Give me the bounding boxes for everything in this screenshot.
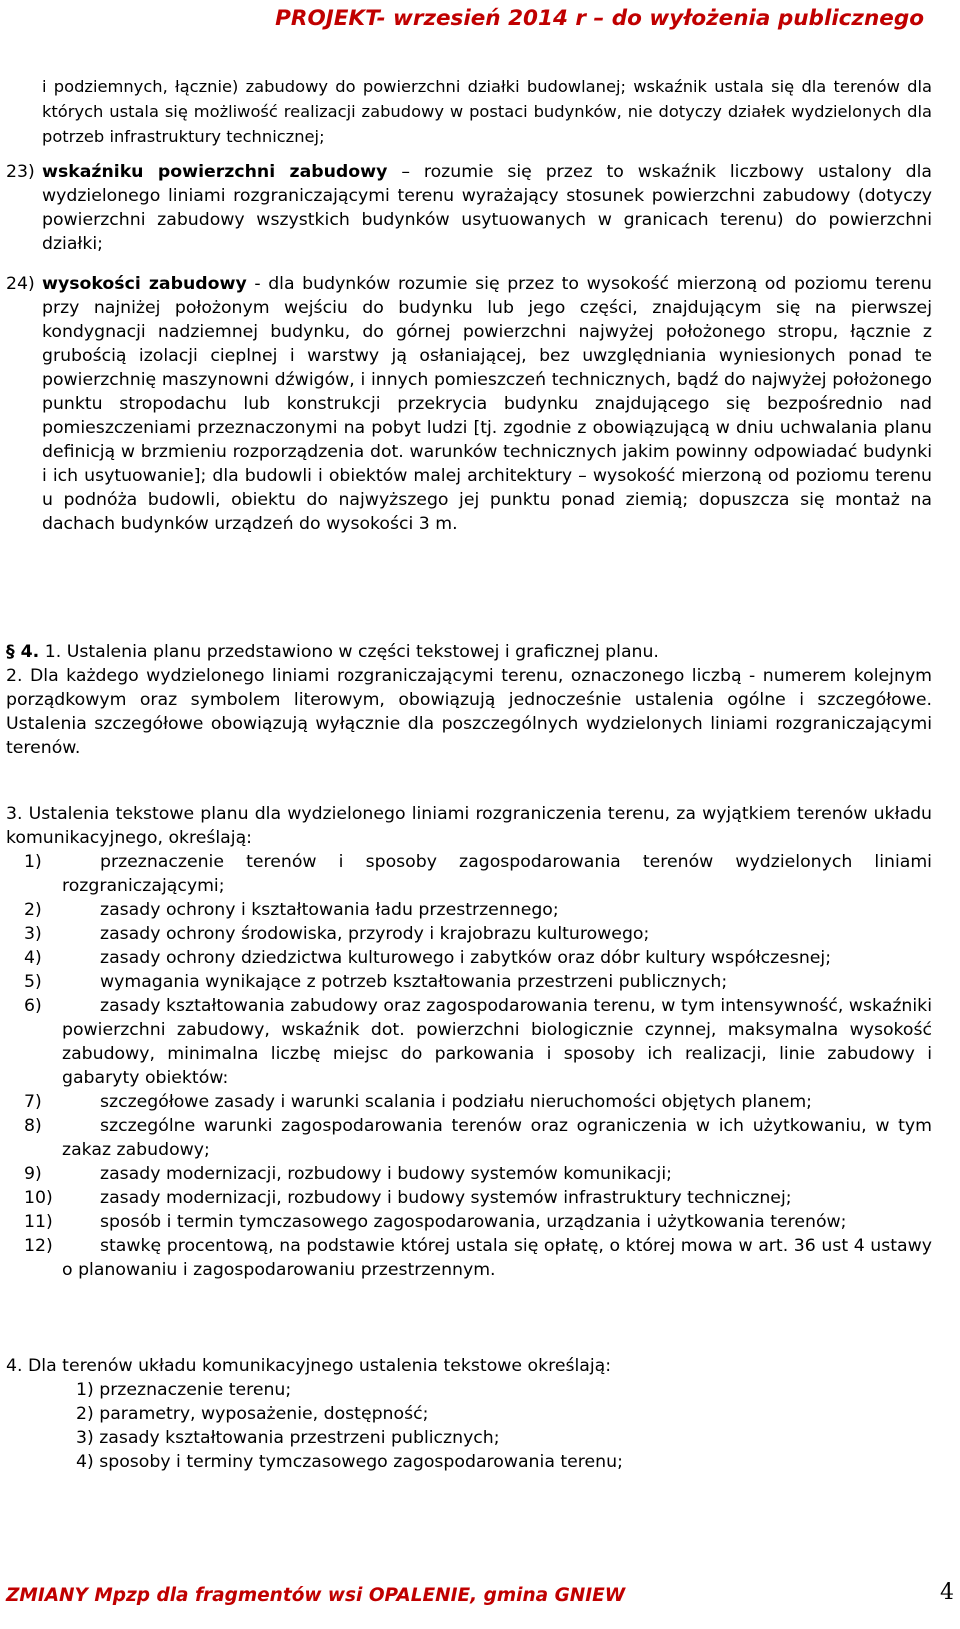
page-footer: ZMIANY Mpzp dla fragmentów wsi OPALENIE, gmina GNIEW bbox=[6, 1585, 626, 1606]
list-item bbox=[6, 1162, 932, 1186]
list-item-text: zasady ochrony dziedzictwa kulturowego i zabytków oraz dóbr kultury współczesnej; bbox=[100, 948, 832, 968]
list-item-text: szczególne warunki zagospodarowania terenów oraz ograniczenia w ich użytkowaniu, w tym zakaz zabudowy; bbox=[62, 1116, 932, 1160]
list-item bbox=[6, 1186, 932, 1210]
section-4-p4 bbox=[6, 1354, 932, 1474]
definition-23 bbox=[6, 160, 932, 256]
section-4-p1 bbox=[6, 640, 932, 664]
list-item-number: 1) bbox=[24, 852, 42, 872]
section-mark: § 4. bbox=[6, 642, 40, 662]
list-item-text: stawkę procentową, na podstawie której ustala się opłatę, o której mowa w art. 36 ust 4 ustawy o planowaniu i zagospodarowaniu przestrzennym. bbox=[62, 1236, 932, 1280]
section-4-p4-intro: 4. Dla terenów układu komunikacyjnego ustalenia tekstowe określają: bbox=[6, 1356, 612, 1376]
definition-continuation: i podziemnych, łącznie) zabudowy do powierzchni działki budowlanej; wskaźnik ustala się dla terenów dla których ustala się możliwość realizacji zabudowy w postaci budynków, nie dotyczy działek wydzielonych dla potrzeb infrastruktury technicznej; bbox=[42, 77, 932, 146]
list-item: 2) parametry, wyposażenie, dostępność; bbox=[76, 1404, 429, 1424]
definition-24 bbox=[6, 272, 933, 536]
list-item-number: 3) bbox=[24, 924, 42, 944]
list-item-number: 8) bbox=[24, 1116, 42, 1136]
list-item bbox=[6, 1234, 932, 1282]
list-item: 3) zasady kształtowania przestrzeni publicznych; bbox=[76, 1428, 500, 1448]
list-item bbox=[6, 850, 932, 898]
list-item-number: 4) bbox=[24, 948, 42, 968]
list-item-text: zasady modernizacji, rozbudowy i budowy systemów infrastruktury technicznej; bbox=[100, 1188, 792, 1208]
page-number: 4 bbox=[940, 1580, 954, 1605]
list-item bbox=[6, 1210, 932, 1234]
list-item: 1) przeznaczenie terenu; bbox=[76, 1380, 292, 1400]
list-item-number: 9) bbox=[24, 1164, 42, 1184]
list-item bbox=[6, 946, 932, 970]
definition-24-number: 24) bbox=[6, 274, 35, 294]
section-4-p2: 2. Dla każdego wydzielonego liniami rozgraniczającymi terenu, oznaczonego liczbą - numerem kolejnym porządkowym oraz symbolem literowym, obowiązują jednocześnie ustalenia ogólne i szczegółowe. Ustalenia szczegółowe obowiązują wyłącznie dla poszczególnych wydzielonych liniami rozgraniczającymi terenów. bbox=[6, 666, 932, 758]
list-item-number: 6) bbox=[24, 996, 42, 1016]
list-item-text: zasady modernizacji, rozbudowy i budowy systemów komunikacji; bbox=[100, 1164, 672, 1184]
list-item-number: 2) bbox=[24, 900, 42, 920]
section-4-p3-intro: 3. Ustalenia tekstowe planu dla wydzielonego liniami rozgraniczenia terenu, za wyjątkiem terenów układu komunikacyjnego, określają: bbox=[6, 804, 932, 848]
list-item-text: zasady ochrony i kształtowania ładu przestrzennego; bbox=[100, 900, 559, 920]
list-item-number: 7) bbox=[24, 1092, 42, 1112]
list-item bbox=[6, 994, 932, 1090]
definition-23-term: wskaźniku powierzchni zabudowy bbox=[42, 162, 388, 182]
list-item bbox=[6, 1114, 932, 1162]
page-header: PROJEKT- wrzesień 2014 r – do wyłożenia publicznego bbox=[275, 6, 924, 31]
section-4-p1-text: 1. Ustalenia planu przedstawiono w części tekstowej i graficznej planu. bbox=[39, 642, 659, 662]
list-item-text: szczegółowe zasady i warunki scalania i podziału nieruchomości objętych planem; bbox=[100, 1092, 812, 1112]
list-item-number: 10) bbox=[24, 1188, 53, 1208]
section-4-p3 bbox=[6, 802, 932, 1282]
list-item bbox=[6, 922, 932, 946]
list-item-number: 12) bbox=[24, 1236, 53, 1256]
list-item-text: przeznaczenie terenów i sposoby zagospodarowania terenów wydzielonych liniami rozgraniczającymi; bbox=[62, 852, 932, 896]
list-item-text: wymagania wynikające z potrzeb kształtowania przestrzeni publicznych; bbox=[100, 972, 728, 992]
list-item bbox=[6, 1090, 932, 1114]
definition-23-text: – rozumie się przez to wskaźnik liczbowy ustalony dla wydzielonego liniami rozgraniczającymi terenu wyrażający stosunek powierzchni zabudowy (dotyczy powierzchni zabudowy wszystkich budynków usytuowanych w granicach terenu) do powierzchni działki; bbox=[42, 162, 932, 254]
definition-24-term: wysokości zabudowy bbox=[42, 274, 247, 294]
list-item bbox=[6, 898, 932, 922]
definition-24-text: - dla budynków rozumie się przez to wysokość mierzoną od poziomu terenu przy najniżej położonym wejściu do budynku lub jego części, znajdującym się na pierwszej kondygnacji nadziemnej budynku, do górnej powierzchni najwyżej położonego stropu, łącznie z grubością izolacji cieplnej i warstwy ją osłaniającej, bez uwzględniania wyniesionych ponad te powierzchnię maszynowni dźwigów, i innych pomieszczeń technicznych, bądź do najwyżej położonego punktu stropodachu lub konstrukcji przekrycia budynku znajdującego się bezpośrednio nad pomieszczeniami przeznaczonymi na pobyt ludzi [tj. zgodnie z obowiązującą w dniu uchwalania planu definicją w brzmieniu rozporządzenia dot. warunków technicznych jakim powinny odpowiadać budynki i ich usytuowanie]; dla budowli i obiektów malej architektury – wysokość mierzoną od poziomu terenu u podnóża budowli, obiektu do najwyższego jej punktu ponad ziemią; dopuszcza się montaż na dachach budynków urządzeń do wysokości 3 m. bbox=[42, 274, 933, 534]
list-item-text: sposób i termin tymczasowego zagospodarowania, urządzania i użytkowania terenów; bbox=[100, 1212, 847, 1232]
list-item-text: zasady kształtowania zabudowy oraz zagospodarowania terenu, w tym intensywność, wskaźniki powierzchni zabudowy, wskaźnik dot. powierzchni biologicznie czynnej, maksymalna wysokość zabudowy, minimalna liczbę miejsc do parkowania i sposoby ich realizacji, linie zabudowy i gabaryty obiektów: bbox=[62, 996, 932, 1088]
list-item-number: 11) bbox=[24, 1212, 53, 1232]
list-item bbox=[6, 970, 932, 994]
list-item: 4) sposoby i terminy tymczasowego zagospodarowania terenu; bbox=[76, 1452, 623, 1472]
list-item-text: zasady ochrony środowiska, przyrody i krajobrazu kulturowego; bbox=[100, 924, 650, 944]
definition-23-number: 23) bbox=[6, 162, 35, 182]
list-item-number: 5) bbox=[24, 972, 42, 992]
